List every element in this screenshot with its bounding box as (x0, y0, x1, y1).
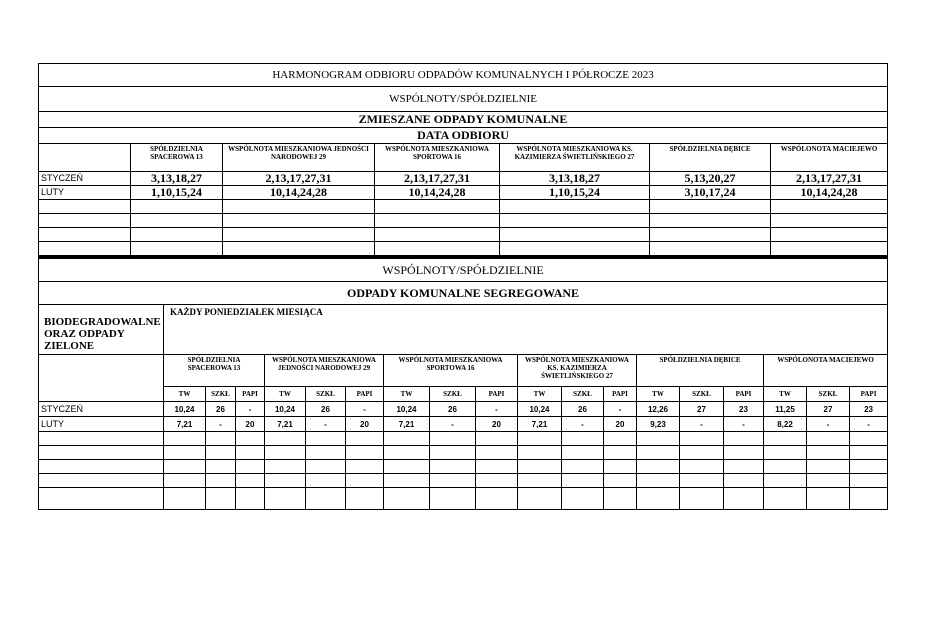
empty-cell (771, 200, 888, 214)
mixed-column-header: WSPÓLNOTA MIESZKANIOWA KS. KAZIMIERZA ŚWIETLIŃSKIEGO 27 (500, 144, 650, 172)
collection-dates: 10,24 (518, 402, 562, 417)
collection-dates: 12,26 (637, 402, 680, 417)
collection-dates: 8,22 (764, 417, 807, 432)
collection-dates: 3,13,18,27 (131, 172, 223, 186)
empty-cell (500, 242, 650, 257)
mixed-column-header: SPÓŁDZIELNIA SPACEROWA 13 (131, 144, 223, 172)
empty-cell (807, 474, 850, 488)
segregated-waste-title: ODPADY KOMUNALNE SEGREGOWANE (39, 282, 888, 305)
empty-cell (518, 488, 562, 510)
empty-cell (724, 446, 764, 460)
month-label: LUTY (39, 417, 164, 432)
empty-cell (39, 460, 164, 474)
biodegradable-label: BIODEGRADOWALNE ORAZ ODPADY ZIELONE (39, 305, 164, 355)
empty-cell (206, 446, 236, 460)
waste-type-header: TW (384, 387, 430, 402)
empty-cell (306, 488, 346, 510)
waste-type-header: SZKŁ (206, 387, 236, 402)
empty-cell (206, 474, 236, 488)
empty-cell (39, 200, 131, 214)
empty-cell (265, 460, 306, 474)
empty-cell (164, 460, 206, 474)
empty-cell (637, 446, 680, 460)
empty-cell (346, 474, 384, 488)
empty-cell (807, 432, 850, 446)
empty-cell (236, 474, 265, 488)
empty-cell (518, 446, 562, 460)
waste-type-header: TW (518, 387, 562, 402)
collection-dates: - (807, 417, 850, 432)
empty-cell (771, 214, 888, 228)
collection-dates: 10,24 (164, 402, 206, 417)
collection-dates: 23 (724, 402, 764, 417)
empty-cell (724, 474, 764, 488)
empty-cell (131, 242, 223, 257)
empty-cell (680, 432, 724, 446)
empty-cell (223, 228, 375, 242)
waste-type-header: TW (164, 387, 206, 402)
empty-cell (500, 214, 650, 228)
empty-cell (131, 214, 223, 228)
empty-cell (650, 242, 771, 257)
collection-dates: - (604, 402, 637, 417)
empty-cell (764, 474, 807, 488)
empty-cell (562, 474, 604, 488)
segregated-group-header: WSPÓLNOTA MIESZKANIOWA JEDNOŚCI NARODOWEJ 29 (265, 355, 384, 387)
empty-cell (265, 474, 306, 488)
month-label: STYCZEŃ (39, 172, 131, 186)
collection-dates: 27 (680, 402, 724, 417)
waste-type-header: SZKŁ (807, 387, 850, 402)
empty-cell (771, 242, 888, 257)
collection-dates: - (850, 417, 888, 432)
empty-cell (384, 460, 430, 474)
empty-cell (562, 432, 604, 446)
empty-cell (375, 228, 500, 242)
empty-cell (306, 446, 346, 460)
empty-cell (384, 446, 430, 460)
empty-row (39, 242, 888, 257)
empty-cell (724, 488, 764, 510)
collection-dates: 9,23 (637, 417, 680, 432)
collection-dates: 10,24 (384, 402, 430, 417)
empty-cell (39, 242, 131, 257)
empty-cell (346, 460, 384, 474)
empty-cell (164, 446, 206, 460)
empty-cell (500, 200, 650, 214)
collection-dates: 7,21 (518, 417, 562, 432)
empty-cell (306, 432, 346, 446)
section-subtitle: WSPÓLNOTY/SPÓŁDZIELNIE (39, 87, 888, 112)
empty-cell (637, 432, 680, 446)
corner-cell-2 (39, 355, 164, 402)
empty-cell (39, 446, 164, 460)
empty-cell (164, 432, 206, 446)
empty-row (39, 432, 888, 446)
collection-dates: 10,14,24,28 (375, 186, 500, 200)
collection-dates: 10,14,24,28 (771, 186, 888, 200)
empty-cell (850, 446, 888, 460)
empty-cell (346, 446, 384, 460)
empty-cell (637, 460, 680, 474)
empty-cell (764, 460, 807, 474)
collection-dates: - (680, 417, 724, 432)
empty-cell (680, 460, 724, 474)
empty-cell (384, 488, 430, 510)
empty-cell (223, 214, 375, 228)
empty-cell (236, 432, 265, 446)
biodegradable-schedule: KAŻDY PONIEDZIAŁEK MIESIĄCA (164, 305, 888, 355)
empty-cell (764, 488, 807, 510)
empty-cell (518, 474, 562, 488)
segregated-group-header: WSPÓLNOTA MIESZKANIOWA KS. KAZIMIERZA ŚWIETLIŃSKIEGO 27 (518, 355, 637, 387)
collection-dates: 3,13,18,27 (500, 172, 650, 186)
table-row (39, 417, 888, 432)
empty-cell (604, 460, 637, 474)
waste-type-header: TW (265, 387, 306, 402)
empty-cell (430, 446, 476, 460)
corner-cell (39, 144, 131, 172)
collection-dates: 20 (236, 417, 265, 432)
collection-dates: 2,13,17,27,31 (771, 172, 888, 186)
segregated-group-header: SPÓŁDZIELNIA DĘBICE (637, 355, 764, 387)
table-row (39, 402, 888, 417)
collection-dates: 5,13,20,27 (650, 172, 771, 186)
empty-cell (39, 228, 131, 242)
empty-cell (476, 474, 518, 488)
collection-dates: 11,25 (764, 402, 807, 417)
collection-dates: 26 (306, 402, 346, 417)
empty-cell (476, 432, 518, 446)
empty-cell (346, 432, 384, 446)
empty-row (39, 446, 888, 460)
collection-dates: 26 (206, 402, 236, 417)
mixed-waste-title: ZMIESZANE ODPADY KOMUNALNE (39, 112, 888, 128)
collection-dates: - (562, 417, 604, 432)
empty-cell (39, 432, 164, 446)
waste-type-header: SZKŁ (306, 387, 346, 402)
waste-type-header: SZKŁ (430, 387, 476, 402)
collection-dates: 7,21 (164, 417, 206, 432)
empty-cell (604, 432, 637, 446)
empty-cell (39, 214, 131, 228)
empty-cell (850, 460, 888, 474)
empty-cell (346, 488, 384, 510)
collection-dates: - (206, 417, 236, 432)
waste-type-header: PAPI (346, 387, 384, 402)
empty-row (39, 200, 888, 214)
segregated-group-header: SPÓŁDZIELNIA SPACEROWA 13 (164, 355, 265, 387)
collection-dates: 2,13,17,27,31 (223, 172, 375, 186)
empty-row (39, 488, 888, 510)
empty-cell (637, 488, 680, 510)
empty-cell (850, 474, 888, 488)
empty-cell (724, 432, 764, 446)
mixed-column-header: WSPÓLNOTA MIESZKANIOWA SPORTOWA 16 (375, 144, 500, 172)
empty-cell (236, 446, 265, 460)
collection-dates: - (724, 417, 764, 432)
collection-dates: 23 (850, 402, 888, 417)
empty-cell (164, 488, 206, 510)
empty-cell (518, 432, 562, 446)
collection-dates: 7,21 (384, 417, 430, 432)
empty-cell (39, 488, 164, 510)
empty-row (39, 460, 888, 474)
empty-cell (562, 488, 604, 510)
waste-type-header: PAPI (236, 387, 265, 402)
empty-cell (518, 460, 562, 474)
table-row (39, 186, 888, 200)
empty-cell (206, 488, 236, 510)
empty-cell (223, 200, 375, 214)
waste-type-header: PAPI (724, 387, 764, 402)
collection-dates: 20 (476, 417, 518, 432)
section-subtitle-2: WSPÓLNOTY/SPÓŁDZIELNIE (39, 258, 888, 282)
collection-dates: 10,14,24,28 (223, 186, 375, 200)
waste-type-header: PAPI (604, 387, 637, 402)
schedule-document (38, 63, 887, 510)
empty-cell (265, 432, 306, 446)
empty-cell (562, 460, 604, 474)
waste-type-header: PAPI (850, 387, 888, 402)
collection-dates: - (346, 402, 384, 417)
empty-cell (680, 488, 724, 510)
empty-cell (500, 228, 650, 242)
empty-cell (384, 432, 430, 446)
empty-cell (306, 460, 346, 474)
collection-dates: 20 (604, 417, 637, 432)
mixed-column-header: SPÓŁDZIELNIA DĘBICE (650, 144, 771, 172)
collection-dates: 7,21 (265, 417, 306, 432)
empty-cell (476, 446, 518, 460)
collection-dates: - (236, 402, 265, 417)
collection-dates: - (430, 417, 476, 432)
collection-dates: 3,10,17,24 (650, 186, 771, 200)
empty-cell (680, 446, 724, 460)
empty-cell (850, 432, 888, 446)
collection-dates: 27 (807, 402, 850, 417)
empty-cell (476, 488, 518, 510)
collection-dates: - (476, 402, 518, 417)
empty-cell (223, 242, 375, 257)
mixed-waste-table (38, 63, 888, 257)
waste-type-header: SZKŁ (680, 387, 724, 402)
empty-cell (206, 460, 236, 474)
empty-cell (650, 214, 771, 228)
empty-cell (807, 446, 850, 460)
empty-cell (265, 488, 306, 510)
empty-cell (375, 242, 500, 257)
empty-cell (650, 228, 771, 242)
segregated-waste-table (38, 257, 888, 510)
empty-cell (771, 228, 888, 242)
empty-cell (131, 200, 223, 214)
collection-dates: 2,13,17,27,31 (375, 172, 500, 186)
empty-cell (384, 474, 430, 488)
empty-row (39, 474, 888, 488)
empty-cell (764, 432, 807, 446)
empty-cell (850, 488, 888, 510)
waste-type-header: PAPI (476, 387, 518, 402)
empty-cell (306, 474, 346, 488)
empty-cell (430, 460, 476, 474)
empty-cell (650, 200, 771, 214)
segregated-group-header: WSPÓLNOTA MIESZKANIOWA SPORTOWA 16 (384, 355, 518, 387)
empty-cell (39, 474, 164, 488)
document-title: HARMONOGRAM ODBIORU ODPADÓW KOMUNALNYCH I PÓŁROCZE 2023 (39, 64, 888, 87)
empty-cell (807, 460, 850, 474)
mixed-column-header: WSPÓLONOTA MACIEJEWO (771, 144, 888, 172)
empty-cell (430, 488, 476, 510)
empty-cell (476, 460, 518, 474)
collection-dates: 1,10,15,24 (500, 186, 650, 200)
collection-date-label: DATA ODBIORU (39, 128, 888, 144)
empty-cell (764, 446, 807, 460)
empty-cell (562, 446, 604, 460)
empty-cell (265, 446, 306, 460)
empty-cell (680, 474, 724, 488)
collection-dates: 1,10,15,24 (131, 186, 223, 200)
empty-row (39, 228, 888, 242)
empty-cell (375, 200, 500, 214)
collection-dates: 20 (346, 417, 384, 432)
empty-cell (430, 432, 476, 446)
mixed-column-header: WSPÓLNOTA MIESZKANIOWA JEDNOŚCI NARODOWEJ 29 (223, 144, 375, 172)
collection-dates: 26 (562, 402, 604, 417)
collection-dates: - (306, 417, 346, 432)
waste-type-header: TW (764, 387, 807, 402)
empty-cell (430, 474, 476, 488)
empty-cell (604, 488, 637, 510)
waste-type-header: SZKŁ (562, 387, 604, 402)
empty-cell (604, 446, 637, 460)
table-row (39, 172, 888, 186)
empty-cell (637, 474, 680, 488)
empty-cell (724, 460, 764, 474)
collection-dates: 26 (430, 402, 476, 417)
waste-type-header: TW (637, 387, 680, 402)
empty-cell (236, 488, 265, 510)
empty-cell (131, 228, 223, 242)
month-label: LUTY (39, 186, 131, 200)
empty-cell (206, 432, 236, 446)
empty-cell (375, 214, 500, 228)
empty-cell (164, 474, 206, 488)
collection-dates: 10,24 (265, 402, 306, 417)
empty-cell (807, 488, 850, 510)
month-label: STYCZEŃ (39, 402, 164, 417)
empty-cell (604, 474, 637, 488)
empty-cell (236, 460, 265, 474)
segregated-group-header: WSPÓLONOTA MACIEJEWO (764, 355, 888, 387)
empty-row (39, 214, 888, 228)
